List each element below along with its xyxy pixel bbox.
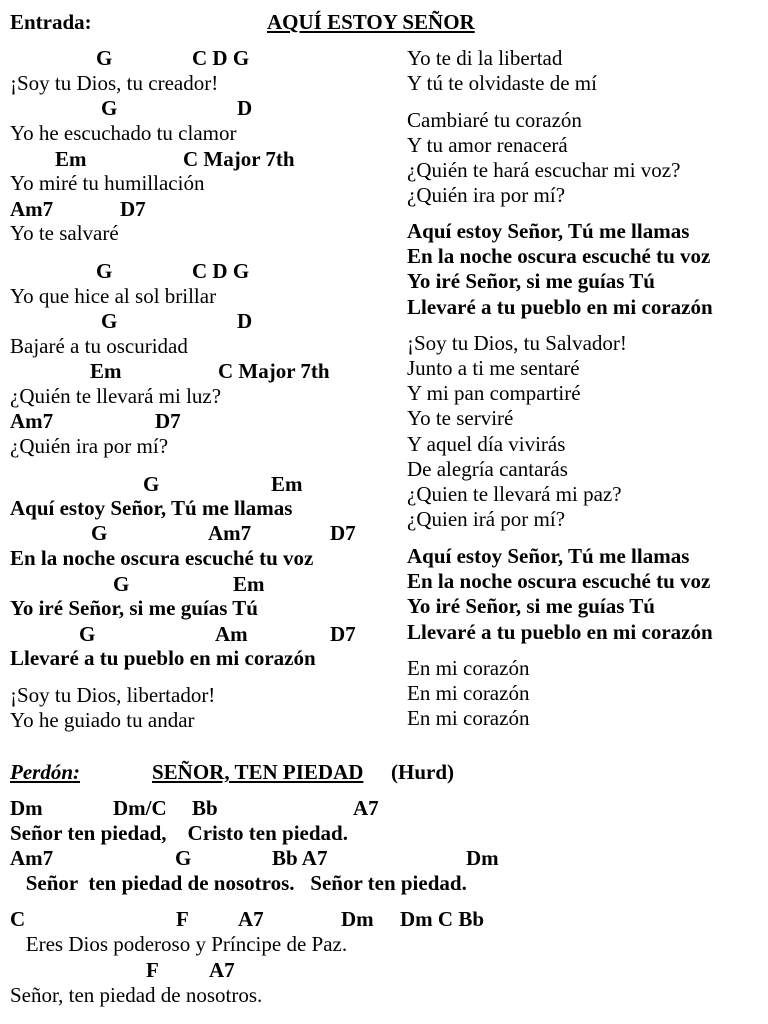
lyric-line: Señor ten piedad de nosotros. Señor ten piedad. — [10, 871, 467, 895]
chord: D7 — [155, 409, 181, 433]
lyric-line: Junto a ti me sentaré — [407, 356, 580, 380]
chord: F — [146, 958, 159, 982]
lyric-line: ¿Quién te llevará mi luz? — [10, 384, 222, 408]
chord: Am7 — [10, 409, 54, 433]
chord: A7 — [238, 907, 264, 931]
chord: Dm — [10, 796, 43, 820]
lyric-line: Bajaré a tu oscuridad — [10, 334, 188, 358]
chord: D — [237, 309, 253, 333]
chord: G — [101, 96, 118, 120]
chord: C — [10, 907, 26, 931]
song-title: SEÑOR, TEN PIEDAD — [152, 760, 364, 784]
lyric-line: ¿Quien irá por mí? — [407, 507, 566, 531]
chord: Dm/C — [113, 796, 167, 820]
song-title: AQUÍ ESTOY SEÑOR — [267, 10, 475, 34]
chord: A7 — [353, 796, 379, 820]
lyric-line: ¿Quien te llevará mi paz? — [407, 482, 622, 506]
chord: G — [79, 622, 96, 646]
chorus-line: En la noche oscura escuché tu voz — [407, 569, 711, 593]
chord: A7 — [209, 958, 235, 982]
chord: D — [237, 96, 253, 120]
lyric-line: Yo miré tu humillación — [10, 171, 205, 195]
chord: G — [113, 572, 130, 596]
section-label-entrada: Entrada: — [10, 10, 92, 34]
chord: D7 — [120, 197, 146, 221]
chord: G — [143, 472, 160, 496]
chord: Bb — [192, 796, 218, 820]
chord: G — [175, 846, 192, 870]
lyric-line: Y tú te olvidaste de mí — [407, 71, 597, 95]
chord: G — [96, 259, 113, 283]
chord: D7 — [330, 622, 356, 646]
lyric-line: Yo te salvaré — [10, 221, 119, 245]
chorus-line: Llevaré a tu pueblo en mi corazón — [407, 295, 713, 319]
chord: C D G — [192, 46, 250, 70]
lyric-line: Señor, ten piedad de nosotros. — [10, 983, 263, 1007]
lyric-line: ¿Quién ira por mí? — [407, 183, 566, 207]
lyric-line: Y mi pan compartiré — [407, 381, 581, 405]
chord: C Major 7th — [218, 359, 330, 383]
chord: Em — [90, 359, 122, 383]
lyric-line: Yo que hice al sol brillar — [10, 284, 217, 308]
chorus-line: Aquí estoy Señor, Tú me llamas — [407, 219, 690, 243]
chord: Bb A7 — [272, 846, 328, 870]
chord: Am7 — [208, 521, 252, 545]
chorus-line: Yo iré Señor, si me guías Tú — [407, 269, 655, 293]
chord: G — [96, 46, 113, 70]
chorus-line: Llevaré a tu pueblo en mi corazón — [10, 646, 316, 670]
lyric-line: ¿Quién ira por mí? — [10, 434, 169, 458]
chorus-line: Llevaré a tu pueblo en mi corazón — [407, 620, 713, 644]
lyric-line: Yo te di la libertad — [407, 46, 563, 70]
chord: D7 — [330, 521, 356, 545]
lyric-line: En mi corazón — [407, 681, 530, 705]
chord: Am — [215, 622, 248, 646]
chorus-line: En la noche oscura escuché tu voz — [407, 244, 711, 268]
lyric-line: ¡Soy tu Dios, libertador! — [10, 683, 216, 707]
chorus-line: Yo iré Señor, si me guías Tú — [10, 596, 258, 620]
lyric-line: De alegría cantarás — [407, 457, 568, 481]
chord: G — [101, 309, 118, 333]
song-author: (Hurd) — [391, 760, 454, 784]
lyric-line: ¡Soy tu Dios, tu Salvador! — [407, 331, 627, 355]
chord: G — [91, 521, 108, 545]
chord: Dm — [341, 907, 374, 931]
lyric-line: Y aquel día vivirás — [407, 432, 566, 456]
lyric-line: Y tu amor renacerá — [407, 133, 568, 157]
lyric-line: Yo he guiado tu andar — [10, 708, 195, 732]
lyric-line: Yo te serviré — [407, 406, 514, 430]
chorus-line: Aquí estoy Señor, Tú me llamas — [10, 496, 293, 520]
lyric-line: En mi corazón — [407, 656, 530, 680]
chord: Am7 — [10, 846, 54, 870]
lyric-line: Yo he escuchado tu clamor — [10, 121, 237, 145]
section-label-perdon: Perdón: — [10, 760, 80, 784]
chorus-line: Yo iré Señor, si me guías Tú — [407, 594, 655, 618]
chorus-line: En la noche oscura escuché tu voz — [10, 546, 314, 570]
chord: Em — [271, 472, 303, 496]
chord: C D G — [192, 259, 250, 283]
chord: Em — [55, 147, 87, 171]
lyric-line: En mi corazón — [407, 706, 530, 730]
chord: Dm — [466, 846, 499, 870]
lyric-line: Señor ten piedad, Cristo ten piedad. — [10, 821, 348, 845]
lyric-line: ¿Quién te hará escuchar mi voz? — [407, 158, 681, 182]
lyric-line: ¡Soy tu Dios, tu creador! — [10, 71, 219, 95]
chord: Dm C Bb — [400, 907, 485, 931]
chord: Am7 — [10, 197, 54, 221]
chorus-line: Aquí estoy Señor, Tú me llamas — [407, 544, 690, 568]
lyric-line: Cambiaré tu corazón — [407, 108, 582, 132]
chord: C Major 7th — [183, 147, 295, 171]
lyric-line: Eres Dios poderoso y Príncipe de Paz. — [10, 932, 348, 956]
chord: F — [176, 907, 189, 931]
chord: Em — [233, 572, 265, 596]
